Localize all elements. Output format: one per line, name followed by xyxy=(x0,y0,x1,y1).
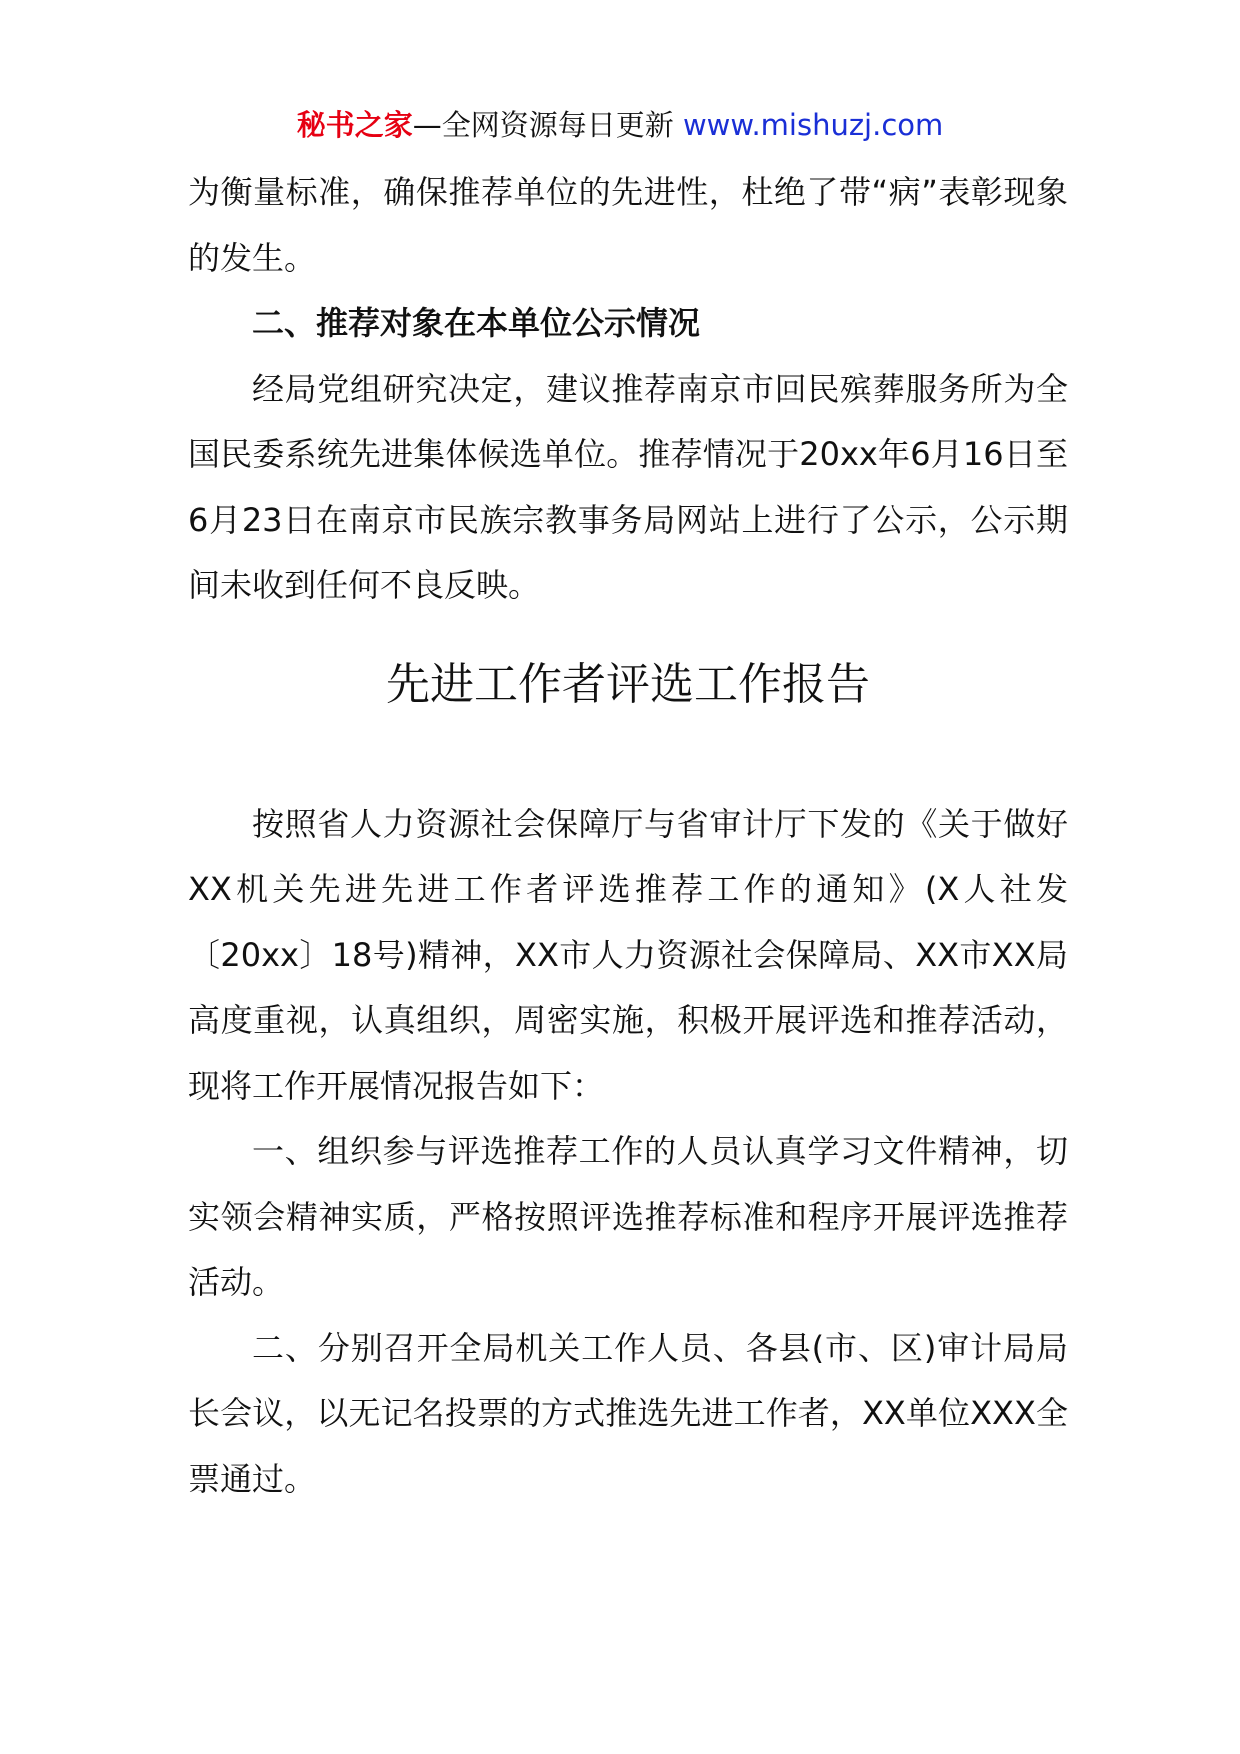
document-body xyxy=(188,160,1068,1512)
paragraph: 按照省人力资源社会保障厅与省审计厅下发的《关于做好XX机关先进先进工作者评选推荐工作的通知》(X人社发〔20xx〕18号)精神，XX市人力资源社会保障局、XX市XX局高度重视，认真组织，周密实施，积极开展评选和推荐活动，现将工作开展情况报告如下： xyxy=(188,804,1068,1105)
paragraph: 二、分别召开全局机关工作人员、各县(市、区)审计局局长会议，以无记名投票的方式推选先进工作者，XX单位XXX全票通过。 xyxy=(188,1328,1068,1498)
continued-paragraph: 为衡量标准，确保推荐单位的先进性，杜绝了带“病”表彰现象的发生。 xyxy=(188,173,1068,277)
paragraph: 一、组织参与评选推荐工作的人员认真学习文件精神，切实领会精神实质，严格按照评选推荐标准和程序开展评选推荐活动。 xyxy=(188,1132,1068,1301)
site-url-link[interactable]: www.mishuzj.com xyxy=(682,108,944,142)
header-tagline: —全网资源每日更新 xyxy=(412,108,683,142)
brand-name: 秘书之家 xyxy=(296,108,413,142)
paragraph: 经局党组研究决定，建议推荐南京市回民殡葬服务所为全国民委系统先进集体候选单位。推荐情况于20xx年6月16日至6月23日在南京市民族宗教事务局网站上进行了公示，公示期间未收到任何不良反映。 xyxy=(188,369,1068,604)
document-title: 先进工作者评选工作报告 xyxy=(386,658,870,710)
page-header xyxy=(0,100,1240,150)
section-heading: 二、推荐对象在本单位公示情况 xyxy=(252,304,701,342)
